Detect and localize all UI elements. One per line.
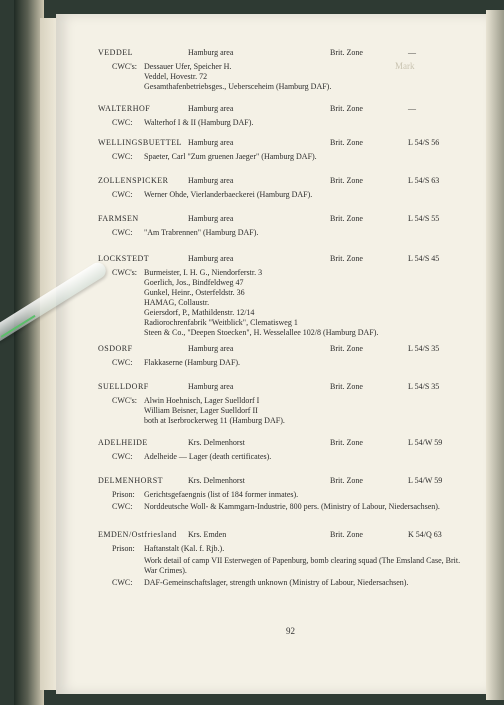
place-name: WALTERHOF: [98, 104, 151, 113]
entry-row: [98, 490, 484, 500]
zone-label: Brit. Zone: [330, 530, 363, 539]
entry-row: [98, 152, 484, 162]
row-line: Spaeter, Carl "Zum gruenen Jaeger" (Hamburg DAF).: [144, 152, 317, 161]
row-label: CWC's:: [112, 62, 137, 71]
entry-row: [98, 502, 484, 512]
area-name: Hamburg area: [188, 138, 234, 147]
row-line: Goerlich, Jos., Bindfeldweg 47: [144, 278, 244, 287]
row-label: CWC's:: [112, 268, 137, 277]
area-name: Hamburg area: [188, 176, 234, 185]
row-line: Adelheide — Lager (death certificates).: [144, 452, 272, 461]
entry-heading: [98, 138, 484, 150]
row-line: Haftanstalt (Kal. f. Rjb.).: [144, 544, 225, 553]
row-line: Walterhof I & II (Hamburg DAF).: [144, 118, 254, 127]
entry-row: [98, 358, 484, 368]
zone-label: Brit. Zone: [330, 176, 363, 185]
area-name: Hamburg area: [188, 382, 234, 391]
entry: [98, 344, 484, 368]
entry: [98, 104, 484, 128]
entry: [98, 176, 484, 200]
map-reference: —: [408, 48, 416, 57]
map-reference: L 54/W 59: [408, 438, 443, 447]
entry-row: [98, 228, 484, 238]
row-label: CWC:: [112, 190, 133, 199]
map-reference: L 54/S 63: [408, 176, 440, 185]
entry-row: [98, 62, 484, 92]
place-name: WELLINGSBUETTEL: [98, 138, 182, 147]
zone-label: Brit. Zone: [330, 214, 363, 223]
entry-row: [98, 578, 484, 588]
map-reference: L 54/S 35: [408, 382, 440, 391]
entry: [98, 138, 484, 162]
area-name: Krs. Emden: [188, 530, 227, 539]
zone-label: Brit. Zone: [330, 138, 363, 147]
row-label: CWC:: [112, 228, 133, 237]
row-line: Norddeutsche Woll- & Kammgarn-Industrie, 800 pers. (Ministry of Labour, Niedersachsen).: [144, 502, 440, 511]
row-line: Gesamthafenbetriebsges., Uebersceheim (Hamburg DAF).: [144, 82, 332, 91]
entry-heading: [98, 104, 484, 116]
row-line: Radiorochrenfabrik "Weitblick", Clematisweg 1: [144, 318, 298, 327]
row-line: both at Iserbrockerweg 11 (Hamburg DAF).: [144, 416, 285, 425]
area-name: Hamburg area: [188, 104, 234, 113]
area-name: Krs. Delmenhorst: [188, 476, 245, 485]
entry-heading: [98, 254, 484, 266]
row-line: Alwin Hoehnisch, Lager Suelldorf I: [144, 396, 260, 405]
row-label: CWC:: [112, 118, 133, 127]
row-line: Werner Ohde, Vierlanderbaeckerei (Hamburg DAF).: [144, 190, 313, 199]
entry-row: [98, 118, 484, 128]
row-line: William Beisner, Lager Suelldorf II: [144, 406, 258, 415]
entry-heading: [98, 476, 484, 488]
zone-label: Brit. Zone: [330, 382, 363, 391]
show-through-marks: Mark: [395, 61, 415, 71]
entry: [98, 530, 484, 588]
entry-row: [98, 190, 484, 200]
zone-label: Brit. Zone: [330, 254, 363, 263]
zone-label: Brit. Zone: [330, 104, 363, 113]
zone-label: Brit. Zone: [330, 48, 363, 57]
row-line: Work detail of camp VII Esterwegen of Papenburg, bomb clearing squad (The Emsland Case, Brit.: [144, 556, 461, 565]
place-name: OSDORF: [98, 344, 133, 353]
place-name: LOCKSTEDT: [98, 254, 150, 263]
entry-heading: [98, 382, 484, 394]
entry: [98, 214, 484, 238]
entry: [98, 476, 484, 512]
right-page-edge: [486, 10, 504, 700]
place-name: ZOLLENSPICKER: [98, 176, 169, 185]
place-name: VEDDEL: [98, 48, 133, 57]
entry-row: [98, 556, 484, 576]
area-name: Hamburg area: [188, 214, 234, 223]
area-name: Hamburg area: [188, 48, 234, 57]
map-reference: L 54/S 55: [408, 214, 440, 223]
entry-heading: [98, 176, 484, 188]
row-label: CWC:: [112, 452, 133, 461]
area-name: Krs. Delmenhorst: [188, 438, 245, 447]
row-label: CWC:: [112, 152, 133, 161]
row-line: Burmeister, I. H. G., Niendorferstr. 3: [144, 268, 263, 277]
entry-heading: [98, 344, 484, 356]
place-name: FARMSEN: [98, 214, 139, 223]
row-label: CWC:: [112, 578, 133, 587]
row-label: Prison:: [112, 490, 135, 499]
place-name: DELMENHORST: [98, 476, 164, 485]
entry-row: [98, 452, 484, 462]
entry-row: [98, 396, 484, 426]
row-line: Veddel, Hovestr. 72: [144, 72, 208, 81]
row-line: Geiersdorf, P., Mathildenstr. 12/14: [144, 308, 255, 317]
map-reference: —: [408, 104, 416, 113]
map-reference: L 54/S 35: [408, 344, 440, 353]
place-name: ADELHEIDE: [98, 438, 148, 447]
row-line: War Crimes).: [144, 566, 187, 575]
entry: [98, 48, 484, 92]
entry: [98, 438, 484, 462]
area-name: Hamburg area: [188, 344, 234, 353]
zone-label: Brit. Zone: [330, 344, 363, 353]
entry-heading: [98, 48, 484, 60]
row-label: CWC:: [112, 358, 133, 367]
row-line: Dessauer Ufer, Speicher H.: [144, 62, 232, 71]
row-line: Flakkaserne (Hamburg DAF).: [144, 358, 241, 367]
entry: [98, 254, 484, 338]
zone-label: Brit. Zone: [330, 438, 363, 447]
row-label: CWC's:: [112, 396, 137, 405]
entry-heading: [98, 438, 484, 450]
entry-row: [98, 544, 484, 554]
entry-row: [98, 268, 484, 338]
row-line: Gerichtsgefaengnis (list of 184 former inmates).: [144, 490, 299, 499]
row-line: "Am Trabrennen" (Hamburg DAF).: [144, 228, 259, 237]
map-reference: L 54/S 45: [408, 254, 440, 263]
row-line: Steen & Co., "Deepen Stoecken", H. Wesselallee 102/8 (Hamburg DAF).: [144, 328, 379, 337]
map-reference: L 54/W 59: [408, 476, 443, 485]
row-line: DAF-Gemeinschaftslager, strength unknown (Ministry of Labour, Niedersachsen).: [144, 578, 409, 587]
place-name: SUELLDORF: [98, 382, 149, 391]
zone-label: Brit. Zone: [330, 476, 363, 485]
row-line: Gunkel, Heinr., Osterfeldstr. 36: [144, 288, 245, 297]
place-name: EMDEN/Ostfriesland: [98, 530, 177, 539]
row-label: CWC:: [112, 502, 133, 511]
map-reference: K 54/Q 63: [408, 530, 442, 539]
entry: [98, 382, 484, 426]
entry-heading: [98, 214, 484, 226]
map-reference: L 54/S 56: [408, 138, 440, 147]
entry-heading: [98, 530, 484, 542]
row-line: HAMAG, Collaustr.: [144, 298, 210, 307]
row-label: Prison:: [112, 544, 135, 553]
page-number: 92: [286, 626, 295, 636]
area-name: Hamburg area: [188, 254, 234, 263]
